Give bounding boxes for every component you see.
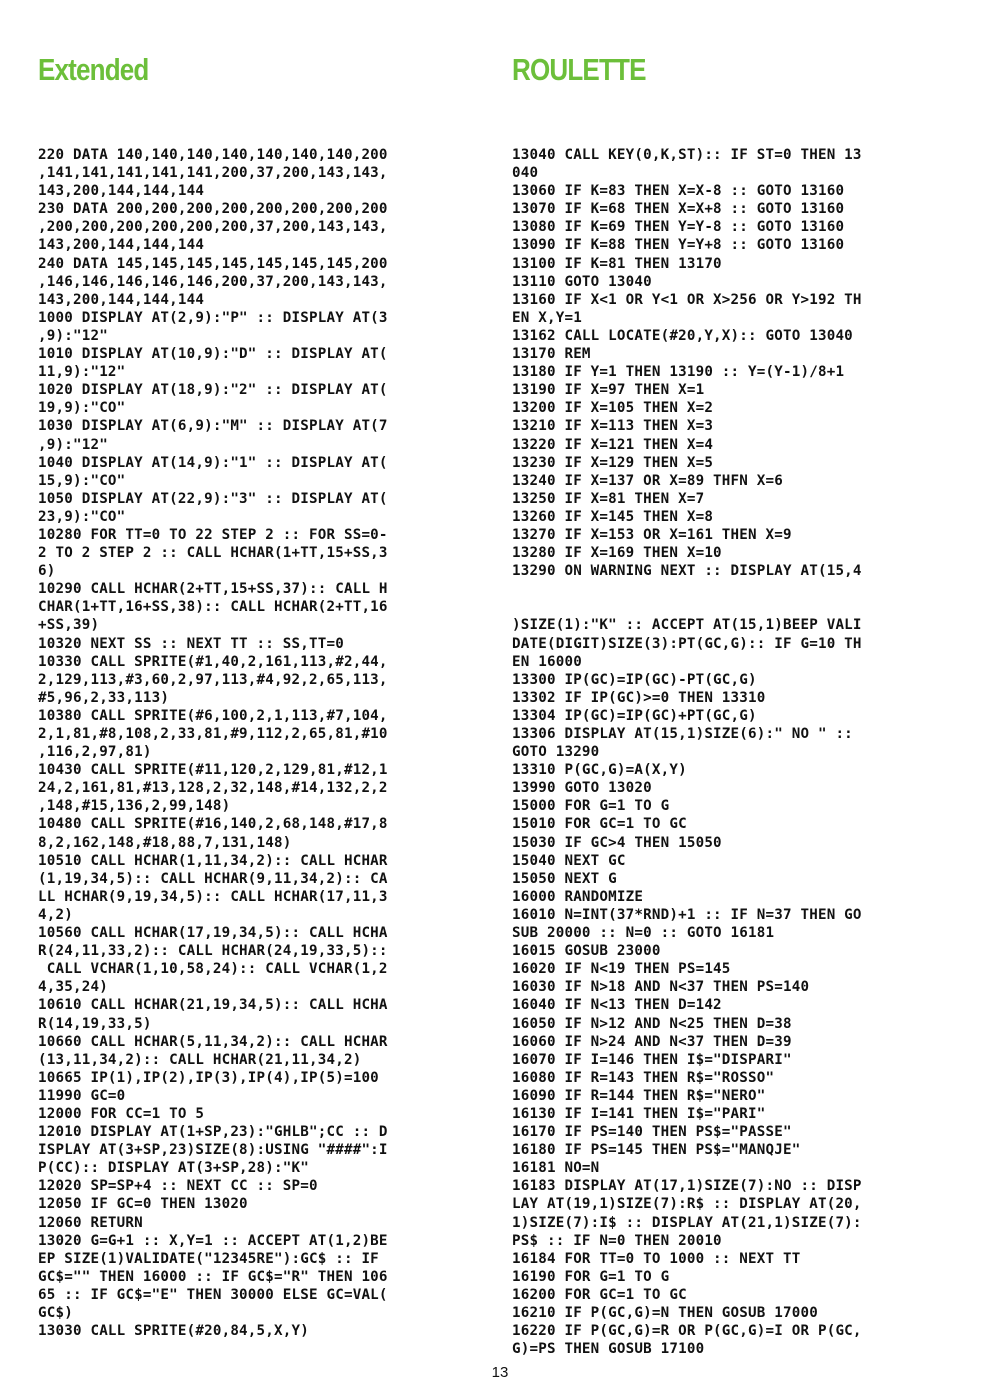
code-line: 13070 IF K=68 THEN X=X+8 :: GOTO 13160 bbox=[512, 201, 845, 218]
code-line: 10610 CALL HCHAR(21,19,34,5):: CALL HCHA bbox=[38, 997, 388, 1014]
code-line: 13030 CALL SPRITE(#20,84,5,X,Y) bbox=[38, 1323, 309, 1340]
code-line bbox=[512, 580, 962, 598]
header-left-title: Extended bbox=[38, 52, 149, 87]
code-line: 13260 IF X=145 THEN X=8 bbox=[512, 508, 714, 525]
code-line: 13300 IP(GC)=IP(GC)-PT(GC,G) bbox=[512, 671, 757, 688]
code-line: 16090 IF R=144 THEN R$="NERO" bbox=[512, 1087, 766, 1104]
code-line: 16220 IF P(GC,G)=R OR P(GC,G)=I OR P(GC, bbox=[512, 1323, 862, 1340]
code-line: 10280 FOR TT=0 TO 22 STEP 2 :: FOR SS=0- bbox=[38, 526, 388, 543]
code-line: 16060 IF N>24 AND N<37 THEN D=39 bbox=[512, 1033, 792, 1050]
code-line: 12010 DISPLAY AT(1+SP,23):"GHLB";CC :: D bbox=[38, 1124, 388, 1141]
code-line: 16181 NO=N bbox=[512, 1160, 600, 1177]
code-line: (1,19,34,5):: CALL HCHAR(9,11,34,2):: CA bbox=[38, 870, 388, 887]
code-line: 2,129,113,#3,60,2,97,113,#4,92,2,65,113, bbox=[38, 671, 388, 688]
code-line: 2 TO 2 STEP 2 :: CALL HCHAR(1+TT,15+SS,3 bbox=[38, 545, 388, 562]
code-line: 220 DATA 140,140,140,140,140,140,140,200 bbox=[38, 147, 388, 163]
code-line: GOTO 13290 bbox=[512, 744, 600, 761]
code-line: 16210 IF P(GC,G)=N THEN GOSUB 17000 bbox=[512, 1305, 818, 1321]
code-line: 16050 IF N>12 AND N<25 THEN D=38 bbox=[512, 1015, 792, 1032]
code-line: 11990 GC=0 bbox=[38, 1087, 126, 1104]
code-line: ,116,2,97,81) bbox=[38, 744, 152, 761]
code-line: 240 DATA 145,145,145,145,145,145,145,200 bbox=[38, 255, 388, 272]
code-line: 13310 P(GC,G)=A(X,Y) bbox=[512, 762, 687, 779]
code-line: 230 DATA 200,200,200,200,200,200,200,200 bbox=[38, 201, 388, 218]
code-line: 24,2,161,81,#13,128,2,32,148,#14,132,2,2 bbox=[38, 780, 388, 797]
code-line: SUB 20000 :: N=0 :: GOTO 16181 bbox=[512, 925, 775, 942]
code-line: 1010 DISPLAY AT(10,9):"D" :: DISPLAY AT( bbox=[38, 346, 388, 363]
code-line: 13180 IF Y=1 THEN 13190 :: Y=(Y-1)/8+1 bbox=[512, 364, 845, 381]
header-right-title: ROULETTE bbox=[512, 52, 646, 87]
code-line: 10665 IP(1),IP(2),IP(3),IP(4),IP(5)=100 bbox=[38, 1069, 379, 1086]
code-line: 11,9):"12" bbox=[38, 364, 126, 381]
code-line: 10430 CALL SPRITE(#11,120,2,129,81,#12,1 bbox=[38, 762, 388, 779]
code-line: )SIZE(1):"K" :: ACCEPT AT(15,1)BEEP VALI bbox=[512, 617, 862, 634]
code-line: 143,200,144,144,144 bbox=[38, 291, 205, 308]
code-line: 15,9):"CO" bbox=[38, 472, 126, 489]
code-line: 143,200,144,144,144 bbox=[38, 183, 205, 200]
code-line: CALL VCHAR(1,10,58,24):: CALL VCHAR(1,2 bbox=[38, 961, 388, 978]
code-line: 16130 IF I=141 THEN I$="PARI" bbox=[512, 1105, 766, 1122]
code-line: 1050 DISPLAY AT(22,9):"3" :: DISPLAY AT( bbox=[38, 490, 388, 507]
code-line: 10290 CALL HCHAR(2+TT,15+SS,37):: CALL H bbox=[38, 581, 388, 598]
code-line: 2,1,81,#8,108,2,33,81,#9,112,2,65,81,#10 bbox=[38, 726, 388, 742]
code-line: ,9):"12" bbox=[38, 327, 108, 344]
code-line: 1030 DISPLAY AT(6,9):"M" :: DISPLAY AT(7 bbox=[38, 418, 388, 435]
code-line: 16010 N=INT(37*RND)+1 :: IF N=37 THEN GO bbox=[512, 906, 862, 923]
code-line: 13020 G=G+1 :: X,Y=1 :: ACCEPT AT(1,2)BE bbox=[38, 1232, 388, 1249]
code-line: ,141,141,141,141,141,200,37,200,143,143, bbox=[38, 165, 388, 182]
code-line: 13230 IF X=129 THEN X=5 bbox=[512, 454, 714, 471]
code-line: 10510 CALL HCHAR(1,11,34,2):: CALL HCHAR bbox=[38, 852, 388, 869]
code-line: 13060 IF K=83 THEN X=X-8 :: GOTO 13160 bbox=[512, 183, 845, 200]
code-line: 13170 REM bbox=[512, 346, 591, 363]
code-line: 15040 NEXT GC bbox=[512, 852, 626, 869]
code-line: 1020 DISPLAY AT(18,9):"2" :: DISPLAY AT( bbox=[38, 382, 388, 399]
code-line: 13280 IF X=169 THEN X=10 bbox=[512, 545, 722, 562]
code-line bbox=[512, 598, 962, 616]
code-line: 13220 IF X=121 THEN X=4 bbox=[512, 436, 714, 453]
code-line: 10330 CALL SPRITE(#1,40,2,161,113,#2,44, bbox=[38, 653, 388, 670]
code-line: 10320 NEXT SS :: NEXT TT :: SS,TT=0 bbox=[38, 635, 344, 652]
code-line: (13,11,34,2):: CALL HCHAR(21,11,34,2) bbox=[38, 1051, 362, 1068]
code-line: GC$) bbox=[38, 1305, 73, 1321]
code-line: 15030 IF GC>4 THEN 15050 bbox=[512, 834, 722, 851]
code-line: 65 :: IF GC$="E" THEN 30000 ELSE GC=VAL( bbox=[38, 1286, 388, 1303]
code-line: 16183 DISPLAY AT(17,1)SIZE(7):NO :: DISP bbox=[512, 1178, 862, 1195]
code-line: 8,2,162,148,#18,88,7,131,148) bbox=[38, 834, 292, 851]
code-line: ,9):"12" bbox=[38, 436, 108, 453]
code-line: 13080 IF K=69 THEN Y=Y-8 :: GOTO 13160 bbox=[512, 219, 845, 236]
code-line: 13270 IF X=153 OR X=161 THEN X=9 bbox=[512, 526, 792, 543]
code-line: 1000 DISPLAY AT(2,9):"P" :: DISPLAY AT(3 bbox=[38, 309, 388, 326]
code-line: EP SIZE(1)VALIDATE("12345RE"):GC$ :: IF bbox=[38, 1250, 379, 1267]
code-line: 16170 IF PS=140 THEN PS$="PASSE" bbox=[512, 1124, 792, 1141]
left-code-column bbox=[38, 146, 488, 1340]
code-line: 10560 CALL HCHAR(17,19,34,5):: CALL HCHA bbox=[38, 925, 388, 942]
code-line: 16190 FOR G=1 TO G bbox=[512, 1268, 670, 1285]
code-line: 13090 IF K=88 THEN Y=Y+8 :: GOTO 13160 bbox=[512, 237, 845, 254]
code-line: 13190 IF X=97 THEN X=1 bbox=[512, 382, 705, 399]
code-line: 13990 GOTO 13020 bbox=[512, 780, 652, 797]
code-line: 13240 IF X=137 OR X=89 THFN X=6 bbox=[512, 472, 783, 489]
code-line: 10480 CALL SPRITE(#16,140,2,68,148,#17,8 bbox=[38, 816, 388, 833]
code-line: 040 bbox=[512, 165, 539, 182]
code-line: 1040 DISPLAY AT(14,9):"1" :: DISPLAY AT( bbox=[38, 454, 388, 471]
code-line: 4,35,24) bbox=[38, 979, 108, 996]
code-line: 23,9):"CO" bbox=[38, 508, 126, 525]
code-line: DATE(DIGIT)SIZE(3):PT(GC,G):: IF G=10 TH bbox=[512, 635, 862, 652]
code-line: 16000 RANDOMIZE bbox=[512, 888, 644, 905]
code-line: EN X,Y=1 bbox=[512, 309, 582, 326]
code-line: 16040 IF N<13 THEN D=142 bbox=[512, 997, 722, 1014]
code-line: +SS,39) bbox=[38, 617, 100, 634]
code-line: 15010 FOR GC=1 TO GC bbox=[512, 816, 687, 833]
code-line: GC$="" THEN 16000 :: IF GC$="R" THEN 106 bbox=[38, 1268, 388, 1285]
code-line: #5,96,2,33,113) bbox=[38, 689, 170, 706]
code-line: 13210 IF X=113 THEN X=3 bbox=[512, 418, 714, 435]
code-line: EN 16000 bbox=[512, 653, 582, 670]
code-line: 16200 FOR GC=1 TO GC bbox=[512, 1286, 687, 1303]
code-line: CHAR(1+TT,16+SS,38):: CALL HCHAR(2+TT,16 bbox=[38, 599, 388, 616]
code-line: 13306 DISPLAY AT(15,1)SIZE(6):" NO " :: bbox=[512, 726, 853, 742]
code-line: 16015 GOSUB 23000 bbox=[512, 943, 661, 960]
code-line: LAY AT(19,1)SIZE(7):R$ :: DISPLAY AT(20, bbox=[512, 1196, 862, 1213]
code-line: 13290 ON WARNING NEXT :: DISPLAY AT(15,4 bbox=[512, 563, 862, 580]
code-line: 13200 IF X=105 THEN X=2 bbox=[512, 400, 714, 417]
code-line: 13160 IF X<1 OR Y<1 OR X>256 OR Y>192 TH bbox=[512, 291, 862, 308]
code-line: ,200,200,200,200,200,200,37,200,143,143, bbox=[38, 219, 388, 236]
code-line: ,146,146,146,146,146,200,37,200,143,143, bbox=[38, 273, 388, 290]
code-line: 4,2) bbox=[38, 906, 73, 923]
right-code-column bbox=[512, 146, 962, 1358]
code-line: 13304 IP(GC)=IP(GC)+PT(GC,G) bbox=[512, 707, 757, 724]
code-line: LL HCHAR(9,19,34,5):: CALL HCHAR(17,11,3 bbox=[38, 888, 388, 905]
code-line: 12050 IF GC=0 THEN 13020 bbox=[38, 1196, 248, 1213]
code-line: 10660 CALL HCHAR(5,11,34,2):: CALL HCHAR bbox=[38, 1033, 388, 1050]
code-line: G)=PS THEN GOSUB 17100 bbox=[512, 1341, 705, 1358]
code-line: 16070 IF I=146 THEN I$="DISPARI" bbox=[512, 1051, 792, 1068]
code-line: ISPLAY AT(3+SP,23)SIZE(8):USING "####":I bbox=[38, 1142, 388, 1159]
code-line: 16020 IF N<19 THEN PS=145 bbox=[512, 961, 731, 978]
code-line: PS$ :: IF N=0 THEN 20010 bbox=[512, 1232, 722, 1249]
code-line: 13040 CALL KEY(0,K,ST):: IF ST=0 THEN 13 bbox=[512, 147, 862, 163]
code-line: 10380 CALL SPRITE(#6,100,2,1,113,#7,104, bbox=[38, 707, 388, 724]
code-line: 12000 FOR CC=1 TO 5 bbox=[38, 1105, 205, 1122]
code-line: 15050 NEXT G bbox=[512, 870, 617, 887]
code-line: 16080 IF R=143 THEN R$="ROSSO" bbox=[512, 1069, 775, 1086]
code-line: 13100 IF K=81 THEN 13170 bbox=[512, 255, 722, 272]
code-line: 16180 IF PS=145 THEN PS$="MANQJE" bbox=[512, 1142, 801, 1159]
page-number: 13 bbox=[491, 1364, 509, 1381]
code-line: 13162 CALL LOCATE(#20,Y,X):: GOTO 13040 bbox=[512, 327, 853, 344]
code-line: 13302 IF IP(GC)>=0 THEN 13310 bbox=[512, 689, 766, 706]
code-line: ,148,#15,136,2,99,148) bbox=[38, 798, 231, 815]
code-line: 143,200,144,144,144 bbox=[38, 237, 205, 254]
code-line: 12020 SP=SP+4 :: NEXT CC :: SP=0 bbox=[38, 1178, 318, 1195]
code-line: 1)SIZE(7):I$ :: DISPLAY AT(21,1)SIZE(7): bbox=[512, 1214, 862, 1231]
code-line: 12060 RETURN bbox=[38, 1214, 143, 1231]
code-line: 6) bbox=[38, 563, 56, 580]
code-line: 19,9):"CO" bbox=[38, 400, 126, 417]
code-line: P(CC):: DISPLAY AT(3+SP,28):"K" bbox=[38, 1160, 309, 1177]
code-line: 15000 FOR G=1 TO G bbox=[512, 798, 670, 815]
code-line: 13250 IF X=81 THEN X=7 bbox=[512, 490, 705, 507]
code-line: R(14,19,33,5) bbox=[38, 1015, 152, 1032]
code-line: 13110 GOTO 13040 bbox=[512, 273, 652, 290]
code-line: R(24,11,33,2):: CALL HCHAR(24,19,33,5):: bbox=[38, 943, 388, 960]
code-line: 16184 FOR TT=0 TO 1000 :: NEXT TT bbox=[512, 1250, 801, 1267]
code-line: 16030 IF N>18 AND N<37 THEN PS=140 bbox=[512, 979, 810, 996]
